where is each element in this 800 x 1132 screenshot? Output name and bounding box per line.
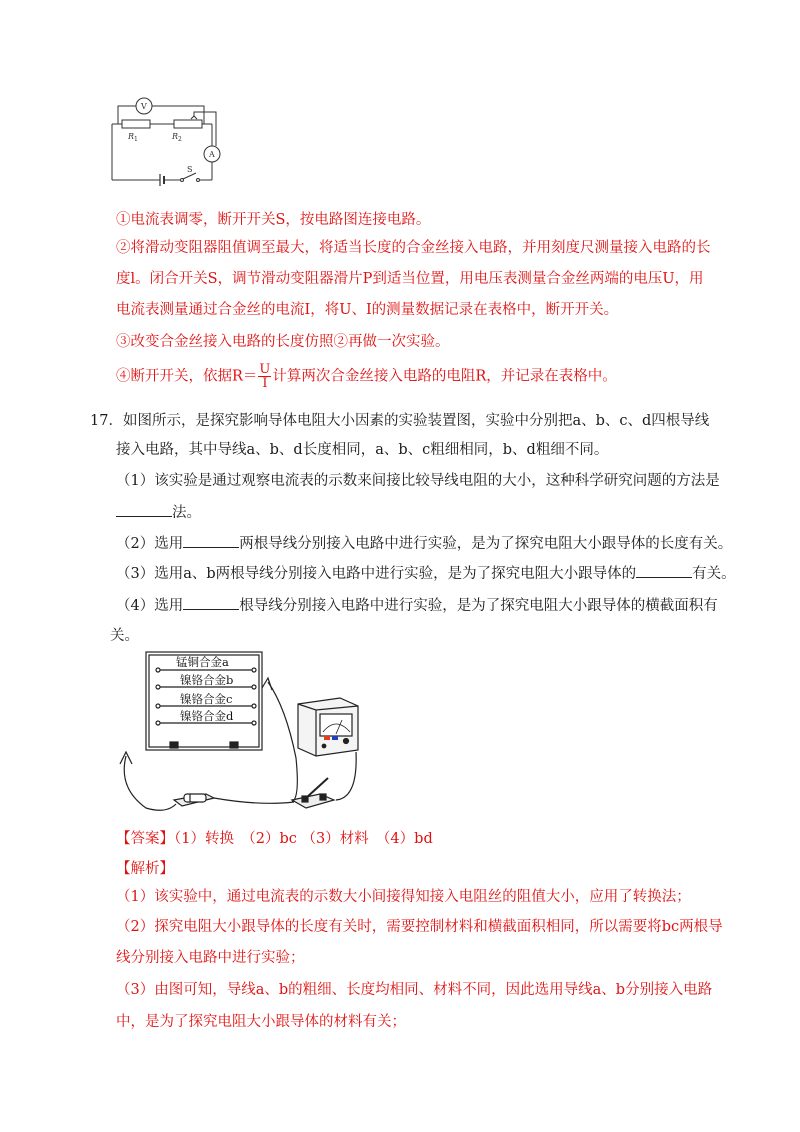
q17-part-3-prefix: （3）选用a、b两根导线分别接入电路中进行实验，是为了探究电阻大小跟导体的 [116, 566, 637, 582]
switch-label: S [187, 165, 193, 174]
answer-line [116, 828, 433, 850]
analysis-1: （1）该实验中，通过电流表的示数大小间接得知接入电阻丝的阻值大小，应用了转换法； [116, 889, 691, 905]
q17-part-1-line-1: （1）该实验是通过观察电流表的示数来间接比较导线电阻的大小，这种科学研究问题的方法是 [116, 473, 720, 489]
q17-part-2-suffix: 两根导线分别接入电路中进行实验，是为了探究电阻大小跟导体的长度有关。 [239, 536, 733, 552]
circuit-diagram [108, 92, 228, 190]
answer-blank-1[interactable] [116, 502, 172, 517]
step-1: ①电流表调零，断开开关S，按电路图连接电路。 [116, 212, 431, 228]
formula-fraction [258, 363, 271, 390]
q17-part-3 [116, 563, 736, 585]
r1-label: R [128, 132, 135, 141]
q17-stem-line-2: 接入电路，其中导线a、b、d长度相同，a、b、c粗细相同，b、d粗细不同。 [116, 442, 609, 458]
voltmeter-label: V [141, 102, 147, 111]
analysis-3-line-1: （3）由图可知，导线a、b的粗细、长度均相同、材料不同，因此选用导线a、b分别接入电路 [116, 982, 713, 998]
step-4-prefix: ④断开开关，依据R＝ [116, 368, 258, 385]
ammeter-device [298, 698, 358, 756]
q17-part-2 [116, 533, 732, 555]
step-4-suffix: 计算两次合金丝接入电路的电阻R，并记录在表格中。 [272, 368, 617, 385]
analysis-2-line-2: 线分别接入电路中进行实验； [116, 950, 305, 966]
formula-denominator: I [262, 376, 268, 391]
analysis-2-line-1: （2）探究电阻大小跟导体的长度有关时，需要控制材料和横截面积相同，所以需要将bc两根导 [116, 919, 723, 935]
analysis-tag: 【解析】 [116, 861, 174, 877]
apparatus-diagram [110, 648, 370, 830]
q17-part-4-line-2: 关。 [110, 628, 139, 644]
q17-part-4-prefix: （4）选用 [116, 598, 184, 614]
step-4 [116, 363, 617, 390]
ammeter-label: A [209, 150, 215, 159]
step-3: ③改变合金丝接入电路的长度仿照②再做一次实验。 [116, 334, 450, 350]
wire-label-b: 镍铬合金b [180, 673, 234, 687]
answer-tag: 【答案】 [116, 831, 174, 847]
q17-stem-line-1: 17．如图所示，是探究影响导体电阻大小因素的实验装置图，实验中分别把a、b、c、d四根导线 [90, 413, 710, 429]
answer-blank-2[interactable] [183, 533, 239, 548]
wire-label-d: 镍铬合金d [180, 709, 234, 723]
step-2-line-3: 电流表测量通过合金丝的电流I，将U、I的测量数据记录在表格中，断开开关。 [116, 302, 619, 318]
battery-device [174, 794, 214, 806]
wire-label-c: 镍铬合金c [180, 692, 233, 706]
formula-numerator: U [259, 362, 271, 377]
q17-part-1-suffix: 法。 [172, 505, 201, 521]
answer-text: （1）转换 （2）bc （3）材料 （4）bd [174, 831, 433, 847]
r1-subscript: 1 [134, 136, 138, 143]
knife-switch [292, 778, 334, 808]
q17-part-4-line-1 [116, 595, 718, 617]
q17-part-3-suffix: 有关。 [692, 566, 736, 582]
q17-part-2-prefix: （2）选用 [116, 536, 184, 552]
r2-label: R [172, 132, 179, 141]
step-2-line-2: 度l。闭合开关S，调节滑动变阻器滑片P到适当位置，用电压表测量合金丝两端的电压U，用 [116, 271, 704, 287]
answer-blank-3[interactable] [636, 563, 692, 578]
r2-subscript: 2 [178, 136, 182, 143]
analysis-3-line-2: 中，是为了探究电阻大小跟导体的材料有关； [116, 1014, 406, 1030]
step-2-line-1: ②将滑动变阻器阻值调至最大，将适当长度的合金丝接入电路，并用刻度尺测量接入电路的长 [116, 240, 711, 256]
resistor-r2 [174, 120, 202, 128]
answer-blank-4[interactable] [183, 595, 239, 610]
q17-part-4-suffix: 根导线分别接入电路中进行实验，是为了探究电阻大小跟导体的横截面积有 [239, 598, 718, 614]
resistor-r1 [122, 120, 150, 128]
wire-label-a: 锰铜合金a [176, 655, 229, 669]
q17-part-1-line-2 [116, 502, 201, 524]
